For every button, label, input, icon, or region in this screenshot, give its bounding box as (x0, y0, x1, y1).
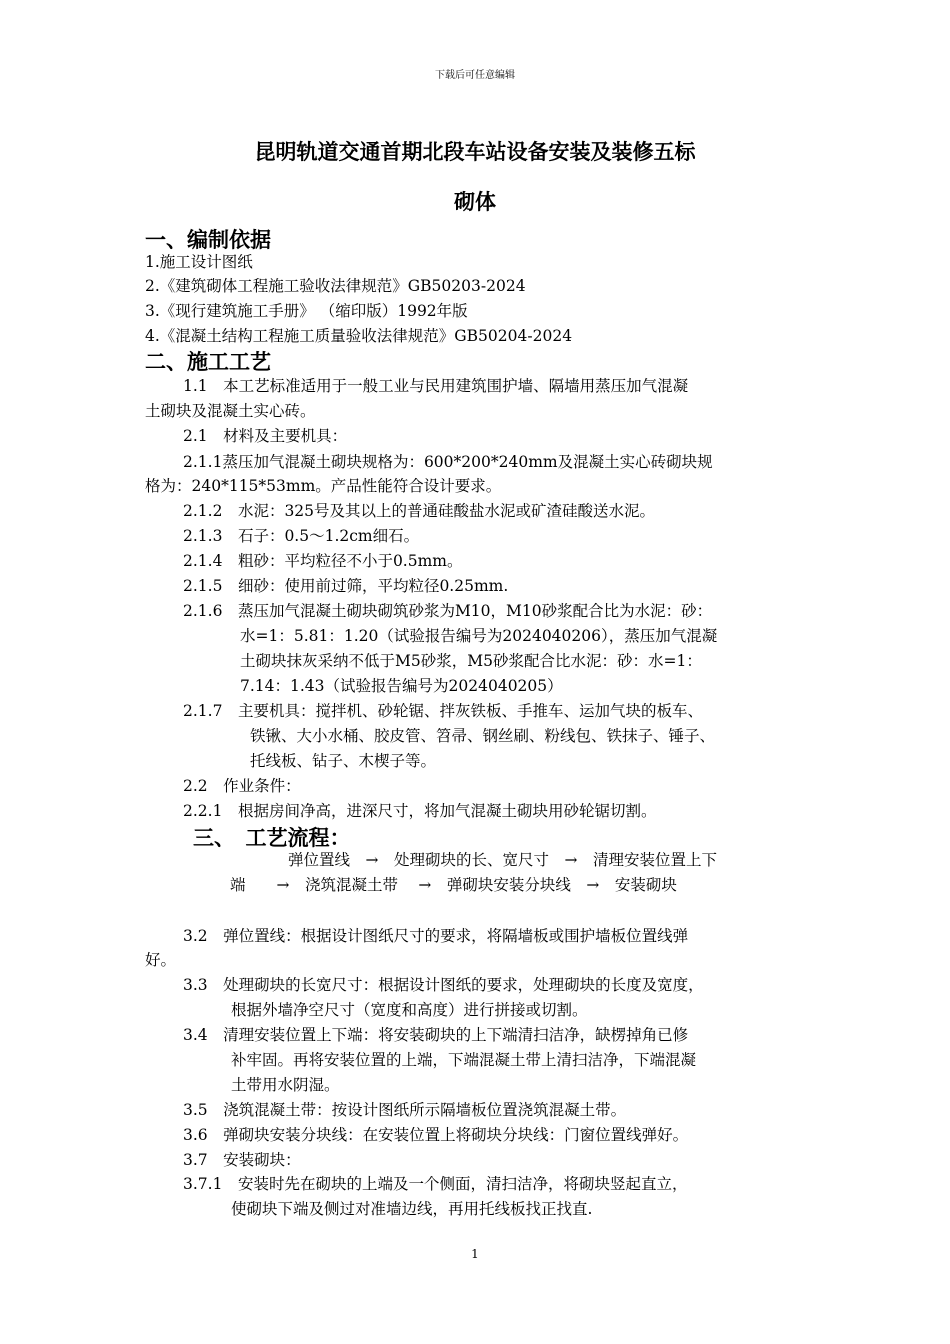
watermark: 下载后可任意编辑 (435, 70, 515, 81)
process-line: 7.14：1.43（试验报告编号为2024040205） (240, 677, 563, 695)
workflow-line: 补牢固。再将安装位置的上端，下端混凝土带上清扫洁净，下端混凝 (231, 1051, 697, 1069)
workflow-line: 3.7 安装砌块： (183, 1151, 301, 1169)
workflow-line: 使砌块下端及侧过对准墙边线，再用托线板找正找直. (231, 1200, 593, 1218)
workflow-line: 3.3 处理砌块的长宽尺寸：根据设计图纸的要求，处理砌块的长度及宽度， (183, 976, 704, 994)
flow-line-1: 弹位置线 → 处理砌块的长、宽尺寸 → 清理安装位置上下 (288, 851, 717, 869)
process-line: 1.1 本工艺标准适用于一般工业与民用建筑围护墙、隔墙用蒸压加气混凝 (183, 377, 689, 395)
page-number: 1 (471, 1247, 479, 1261)
process-line: 土砌块抹灰采纳不低于M5砂浆，M5砂浆配合比水泥：砂：水=1： (240, 652, 702, 670)
process-line: 2.1 材料及主要机具： (183, 427, 348, 445)
section3-heading: 三、 工艺流程： (193, 825, 351, 850)
workflow-line: 3.7.1 安装时先在砌块的上端及一个侧面，清扫洁净，将砌块竖起直立， (183, 1175, 688, 1193)
process-line: 2.1.2 水泥：325号及其以上的普通硅酸盐水泥或矿渣硅酸送水泥。 (183, 502, 656, 520)
workflow-line: 3.4 清理安装位置上下端：将安装砌块的上下端清扫洁净，缺楞掉角已修 (183, 1026, 689, 1044)
process-line: 2.1.7 主要机具：搅拌机、砂轮锯、拌灰铁板、手推车、运加气块的板车、 (183, 702, 703, 720)
process-line: 2.1.6 蒸压加气混凝土砌块砌筑砂浆为M10，M10砂浆配合比为水泥：砂： (183, 602, 713, 620)
section1-heading: 一、编制依据 (145, 227, 271, 252)
process-line: 2.2.1 根据房间净高，进深尺寸，将加气混凝土砌块用砂轮锯切割。 (183, 802, 657, 820)
process-line: 2.1.3 石子：0.5～1.2cm细石。 (183, 527, 420, 545)
workflow-line: 土带用水阴湿。 (231, 1076, 340, 1094)
process-line: 托线板、钻子、木楔子等。 (250, 752, 437, 770)
workflow-line: 3.2 弹位置线：根据设计图纸尺寸的要求，将隔墙板或围护墙板位置线弹 (183, 927, 689, 945)
document-title: 昆明轨道交通首期北段车站设备安装及装修五标 (254, 139, 696, 164)
section2-heading: 二、施工工艺 (145, 349, 271, 374)
process-line: 水=1：5.81：1.20（试验报告编号为2024040206），蒸压加气混凝 (240, 627, 718, 645)
process-line: 2.1.4 粗砂：平均粒径不小于0.5mm。 (183, 552, 463, 570)
workflow-line: 3.5 浇筑混凝土带：按设计图纸所示隔墙板位置浇筑混凝土带。 (183, 1101, 627, 1119)
workflow-line: 根据外墙净空尺寸（宽度和高度）进行拼接或切割。 (231, 1001, 588, 1019)
process-line: 2.1.1蒸压加气混凝土砌块规格为：600*200*240mm及混凝土实心砖砌块规 (183, 453, 713, 471)
basis-item-1: 1.施工设计图纸 (145, 253, 253, 271)
workflow-line: 好。 (145, 951, 177, 969)
basis-item-4: 4.《混凝土结构工程施工质量验收法律规范》GB50204-2024 (145, 327, 573, 345)
process-line: 土砌块及混凝土实心砖。 (145, 402, 316, 420)
basis-item-3: 3.《现行建筑施工手册》 （缩印版）1992年版 (145, 302, 468, 320)
process-line: 2.2 作业条件： (183, 777, 301, 795)
workflow-line: 3.6 弹砌块安装分块线：在安装位置上将砌块分块线：门窗位置线弹好。 (183, 1126, 689, 1144)
document-subtitle: 砌体 (454, 189, 496, 214)
process-line: 2.1.5 细砂：使用前过筛，平均粒径0.25mm. (183, 577, 509, 595)
process-line: 格为：240*115*53mm。产品性能符合设计要求。 (145, 477, 502, 495)
flow-line-2: 端 → 浇筑混凝土带 → 弹砌块安装分块线 → 安装砌块 (230, 876, 677, 894)
process-line: 铁锹、大小水桶、胶皮管、笤帚、钢丝刷、粉线包、铁抹子、锤子、 (250, 727, 716, 745)
basis-item-2: 2.《建筑砌体工程施工验收法律规范》GB50203-2024 (145, 277, 526, 295)
